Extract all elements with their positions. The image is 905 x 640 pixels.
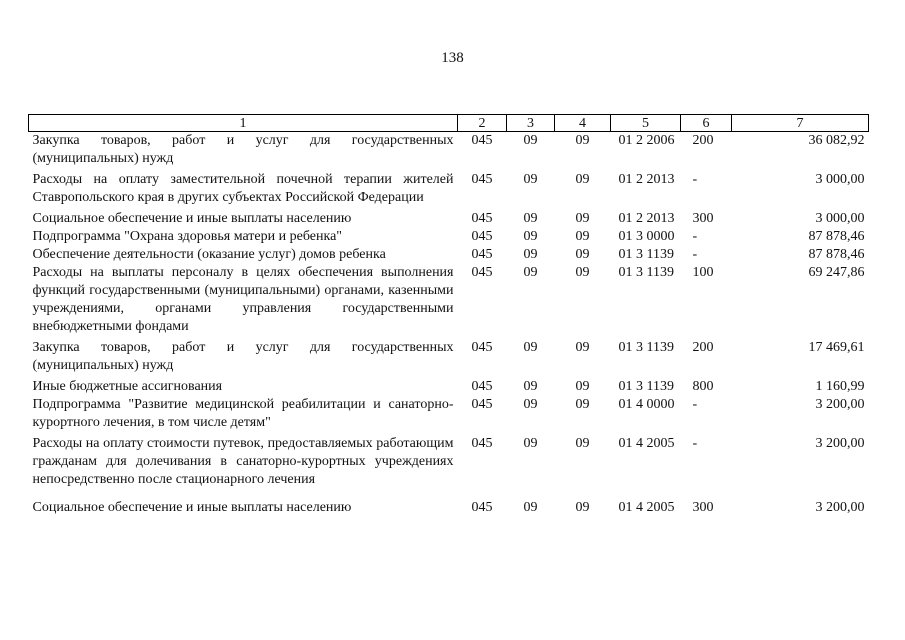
row-ministry: 045	[471, 211, 493, 226]
row-ministry: 045	[471, 436, 493, 451]
row-section: 09	[523, 247, 538, 262]
row-amount: 3 200,00	[815, 500, 865, 515]
row-type: -	[692, 247, 698, 262]
row-subsection: 09	[575, 397, 590, 412]
row-name: Закупка товаров, работ и услуг для государственных (муниципальных) нужд	[32, 340, 454, 373]
page-number: 138	[441, 50, 464, 66]
row-section: 09	[523, 340, 538, 355]
row-target: 01 3 0000	[618, 229, 675, 244]
row-name: Расходы на оплату стоимости путевок, предоставляемых работающим гражданам для долечивания в санаторно-курортных учреждениях непосредственно после стационарного лечения	[32, 436, 454, 487]
row-target: 01 2 2013	[618, 172, 675, 187]
header-row	[29, 115, 869, 132]
row-type: -	[692, 436, 698, 451]
row-target: 01 4 2005	[618, 436, 675, 451]
header-col-name: 1	[29, 115, 458, 132]
table-row	[29, 228, 869, 246]
row-section: 09	[523, 265, 538, 280]
row-type: -	[692, 172, 698, 187]
row-amount: 69 247,86	[808, 265, 865, 280]
table-row	[29, 499, 869, 517]
row-section: 09	[523, 397, 538, 412]
row-subsection: 09	[575, 247, 590, 262]
row-ministry: 045	[471, 379, 493, 394]
table-row	[29, 132, 869, 169]
row-name: Закупка товаров, работ и услуг для государственных (муниципальных) нужд	[32, 133, 454, 166]
row-ministry: 045	[471, 340, 493, 355]
table-row	[29, 432, 869, 489]
table-row	[29, 168, 869, 207]
table-row	[29, 246, 869, 264]
row-subsection: 09	[575, 500, 590, 515]
row-amount: 3 000,00	[815, 211, 865, 226]
row-type: 100	[692, 265, 714, 280]
row-name: Подпрограмма "Развитие медицинской реабилитации и санаторно-курортного лечения, в том числе детям"	[32, 397, 454, 430]
row-amount: 3 000,00	[815, 172, 865, 187]
row-target: 01 3 1139	[618, 265, 674, 280]
row-name: Обеспечение деятельности (оказание услуг) домов ребенка	[32, 247, 386, 262]
row-amount: 3 200,00	[815, 436, 865, 451]
row-subsection: 09	[575, 379, 590, 394]
row-amount: 87 878,46	[808, 229, 865, 244]
header-col-amount: 7	[732, 115, 869, 132]
row-type: 300	[692, 500, 714, 515]
row-ministry: 045	[471, 500, 493, 515]
row-subsection: 09	[575, 436, 590, 451]
table-row	[29, 336, 869, 375]
row-amount: 36 082,92	[808, 133, 865, 148]
row-name: Расходы на оплату заместительной почечной терапии жителей Ставропольского края в других субъектах Российской Федерации	[32, 172, 454, 205]
row-ministry: 045	[471, 265, 493, 280]
row-target: 01 3 1139	[618, 247, 674, 262]
row-target: 01 4 2005	[618, 500, 675, 515]
row-subsection: 09	[575, 133, 590, 148]
row-name: Иные бюджетные ассигнования	[32, 379, 223, 394]
row-ministry: 045	[471, 397, 493, 412]
row-subsection: 09	[575, 229, 590, 244]
row-name: Расходы на выплаты персоналу в целях обеспечения выполнения функций государственными (муниципальными) органами, казенными учреждениями, органами управления государственными внебюджетными фондами	[32, 265, 454, 334]
row-section: 09	[523, 436, 538, 451]
table-row	[29, 207, 869, 228]
budget-table	[28, 114, 869, 517]
row-name: Социальное обеспечение и иные выплаты населению	[32, 500, 352, 515]
header-col-section: 3	[507, 115, 555, 132]
table-row	[29, 396, 869, 432]
row-target: 01 2 2013	[618, 211, 675, 226]
header-col-subsection: 4	[555, 115, 611, 132]
row-target: 01 4 0000	[618, 397, 675, 412]
row-subsection: 09	[575, 340, 590, 355]
row-amount: 17 469,61	[808, 340, 865, 355]
table-body	[29, 132, 869, 518]
row-type: -	[692, 397, 698, 412]
row-section: 09	[523, 172, 538, 187]
row-amount: 1 160,99	[815, 379, 865, 394]
row-name: Подпрограмма "Охрана здоровья матери и ребенка"	[32, 229, 343, 244]
row-type: 200	[692, 340, 714, 355]
row-section: 09	[523, 133, 538, 148]
row-section: 09	[523, 500, 538, 515]
row-type: 200	[692, 133, 714, 148]
header-col-ministry: 2	[458, 115, 507, 132]
row-amount: 87 878,46	[808, 247, 865, 262]
row-ministry: 045	[471, 133, 493, 148]
row-ministry: 045	[471, 247, 493, 262]
row-type: -	[692, 229, 698, 244]
header-col-type: 6	[681, 115, 732, 132]
row-target: 01 3 1139	[618, 340, 674, 355]
row-type: 800	[692, 379, 714, 394]
row-ministry: 045	[471, 229, 493, 244]
table-row	[29, 375, 869, 396]
row-ministry: 045	[471, 172, 493, 187]
row-amount: 3 200,00	[815, 397, 865, 412]
row-section: 09	[523, 229, 538, 244]
row-section: 09	[523, 379, 538, 394]
row-spacer	[29, 489, 869, 499]
header-col-target: 5	[611, 115, 681, 132]
row-section: 09	[523, 211, 538, 226]
row-target: 01 3 1139	[618, 379, 674, 394]
row-subsection: 09	[575, 211, 590, 226]
row-type: 300	[692, 211, 714, 226]
table-header	[29, 115, 869, 132]
row-name: Социальное обеспечение и иные выплаты населению	[32, 211, 352, 226]
table-row	[29, 264, 869, 336]
row-target: 01 2 2006	[618, 133, 675, 148]
row-subsection: 09	[575, 172, 590, 187]
row-subsection: 09	[575, 265, 590, 280]
